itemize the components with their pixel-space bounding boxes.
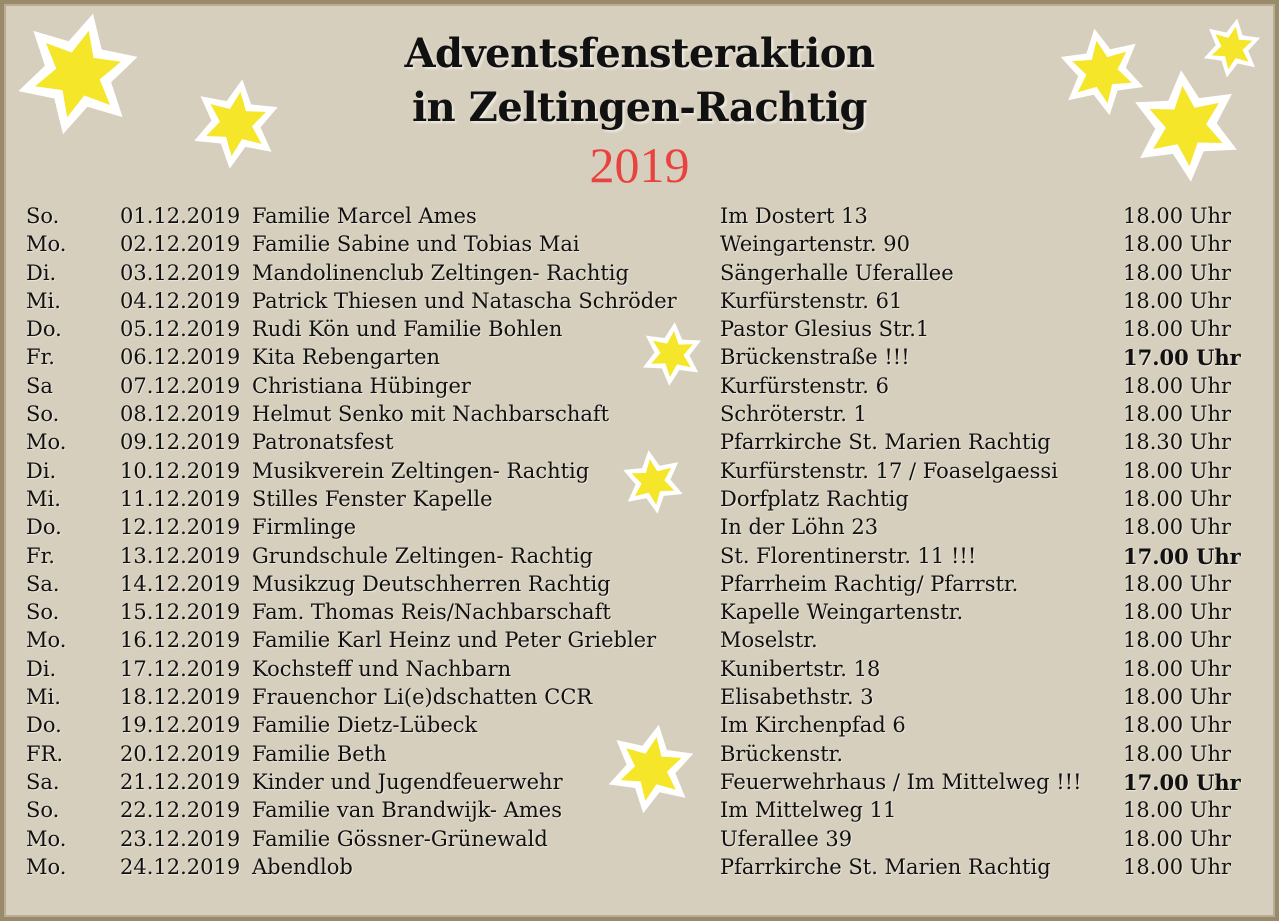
date-cell: 06.12.2019 bbox=[120, 345, 241, 370]
schedule-row bbox=[6, 770, 1273, 798]
time-cell: 18.00 Uhr bbox=[1123, 373, 1232, 398]
time-cell: 18.00 Uhr bbox=[1123, 458, 1232, 483]
schedule-row bbox=[6, 402, 1273, 430]
address-cell: Brückenstr. bbox=[720, 741, 844, 766]
date-cell: 18.12.2019 bbox=[120, 685, 241, 710]
schedule-row bbox=[6, 515, 1273, 543]
time-cell: 17.00 Uhr bbox=[1123, 543, 1241, 569]
host-cell: Stilles Fenster Kapelle bbox=[252, 486, 493, 511]
host-cell: Mandolinenclub Zeltingen- Rachtig bbox=[252, 260, 629, 285]
day-cell: Fr. bbox=[26, 345, 55, 370]
day-cell: Fr. bbox=[26, 543, 55, 568]
schedule-row bbox=[6, 459, 1273, 487]
schedule-row bbox=[6, 289, 1273, 317]
date-cell: 19.12.2019 bbox=[120, 713, 241, 738]
host-cell: Kochsteff und Nachbarn bbox=[252, 656, 512, 681]
day-cell: Mi. bbox=[26, 288, 61, 313]
date-cell: 08.12.2019 bbox=[120, 402, 241, 427]
host-cell: Firmlinge bbox=[252, 515, 357, 540]
address-cell: St. Florentinerstr. 11 !!! bbox=[720, 543, 977, 568]
schedule-row bbox=[6, 544, 1273, 572]
address-cell: In der Löhn 23 bbox=[720, 515, 879, 540]
date-cell: 23.12.2019 bbox=[120, 826, 241, 851]
address-cell: Kurfürstenstr. 17 / Foaselgaessi bbox=[720, 458, 1058, 483]
title-line-1: Adventsfensteraktion bbox=[404, 30, 875, 77]
schedule-row bbox=[6, 204, 1273, 232]
schedule-row bbox=[6, 827, 1273, 855]
date-cell: 14.12.2019 bbox=[120, 571, 241, 596]
host-cell: Kita Rebengarten bbox=[252, 345, 441, 370]
day-cell: Mo. bbox=[26, 854, 67, 879]
host-cell: Patronatsfest bbox=[252, 430, 394, 455]
day-cell: Sa. bbox=[26, 769, 60, 794]
date-cell: 12.12.2019 bbox=[120, 515, 241, 540]
host-cell: Familie Marcel Ames bbox=[252, 204, 477, 228]
host-cell: Patrick Thiesen und Natascha Schröder bbox=[252, 288, 677, 313]
host-cell: Helmut Senko mit Nachbarschaft bbox=[252, 402, 610, 427]
schedule-table bbox=[6, 204, 1273, 883]
schedule-row bbox=[6, 685, 1273, 713]
schedule-row bbox=[6, 713, 1273, 741]
schedule-row bbox=[6, 261, 1273, 289]
address-cell: Sängerhalle Uferallee bbox=[720, 260, 954, 285]
schedule-row bbox=[6, 572, 1273, 600]
time-cell: 18.00 Uhr bbox=[1123, 826, 1232, 851]
date-cell: 22.12.2019 bbox=[120, 798, 241, 823]
time-cell: 17.00 Uhr bbox=[1123, 769, 1241, 795]
time-cell: 18.00 Uhr bbox=[1123, 260, 1232, 285]
schedule-row bbox=[6, 798, 1273, 826]
host-cell: Fam. Thomas Reis/Nachbarschaft bbox=[252, 600, 611, 625]
day-cell: Sa. bbox=[26, 571, 60, 596]
day-cell: Do. bbox=[26, 317, 62, 342]
time-cell: 18.00 Uhr bbox=[1123, 741, 1232, 766]
day-cell: Mo. bbox=[26, 826, 67, 851]
schedule-row bbox=[6, 628, 1273, 656]
address-cell: Im Dostert 13 bbox=[720, 204, 868, 228]
time-cell: 18.00 Uhr bbox=[1123, 402, 1232, 427]
date-cell: 13.12.2019 bbox=[120, 543, 241, 568]
day-cell: So. bbox=[26, 798, 60, 823]
host-cell: Frauenchor Li(e)dschatten CCR bbox=[252, 685, 593, 710]
schedule-row bbox=[6, 600, 1273, 628]
time-cell: 18.00 Uhr bbox=[1123, 515, 1232, 540]
day-cell: Mo. bbox=[26, 232, 67, 257]
date-cell: 01.12.2019 bbox=[120, 204, 241, 228]
host-cell: Christiana Hübinger bbox=[252, 373, 471, 398]
schedule-row bbox=[6, 742, 1273, 770]
day-cell: So. bbox=[26, 204, 60, 228]
address-cell: Im Kirchenpfad 6 bbox=[720, 713, 906, 738]
schedule-row bbox=[6, 232, 1273, 260]
schedule-row bbox=[6, 317, 1273, 345]
day-cell: FR. bbox=[26, 741, 64, 766]
year: 2019 bbox=[589, 137, 690, 193]
time-cell: 18.00 Uhr bbox=[1123, 571, 1232, 596]
date-cell: 03.12.2019 bbox=[120, 260, 241, 285]
host-cell: Familie Beth bbox=[252, 741, 387, 766]
host-cell: Familie Karl Heinz und Peter Griebler bbox=[252, 628, 657, 653]
date-cell: 24.12.2019 bbox=[120, 854, 241, 879]
day-cell: So. bbox=[26, 600, 60, 625]
host-cell: Familie Sabine und Tobias Mai bbox=[252, 232, 580, 257]
time-cell: 17.00 Uhr bbox=[1123, 345, 1241, 371]
schedule-row bbox=[6, 657, 1273, 685]
day-cell: So. bbox=[26, 402, 60, 427]
time-cell: 18.00 Uhr bbox=[1123, 713, 1232, 738]
date-cell: 21.12.2019 bbox=[120, 769, 241, 794]
host-cell: Familie Dietz-Lübeck bbox=[252, 713, 478, 738]
address-cell: Pfarrkirche St. Marien Rachtig bbox=[720, 854, 1051, 879]
schedule-row bbox=[6, 855, 1273, 883]
day-cell: Mi. bbox=[26, 486, 61, 511]
address-cell: Kurfürstenstr. 6 bbox=[720, 373, 889, 398]
address-cell: Feuerwehrhaus / Im Mittelweg !!! bbox=[720, 769, 1082, 794]
time-cell: 18.00 Uhr bbox=[1123, 204, 1232, 228]
time-cell: 18.30 Uhr bbox=[1123, 430, 1232, 455]
schedule-row bbox=[6, 374, 1273, 402]
time-cell: 18.00 Uhr bbox=[1123, 854, 1232, 879]
day-cell: Di. bbox=[26, 260, 57, 285]
date-cell: 15.12.2019 bbox=[120, 600, 241, 625]
time-cell: 18.00 Uhr bbox=[1123, 600, 1232, 625]
address-cell: Moselstr. bbox=[720, 628, 818, 653]
date-cell: 10.12.2019 bbox=[120, 458, 241, 483]
date-cell: 04.12.2019 bbox=[120, 288, 241, 313]
address-cell: Dorfplatz Rachtig bbox=[720, 486, 909, 511]
day-cell: Do. bbox=[26, 515, 62, 540]
time-cell: 18.00 Uhr bbox=[1123, 628, 1232, 653]
date-cell: 11.12.2019 bbox=[120, 486, 241, 511]
time-cell: 18.00 Uhr bbox=[1123, 798, 1232, 823]
day-cell: Mo. bbox=[26, 628, 67, 653]
schedule-row bbox=[6, 345, 1273, 373]
day-cell: Mi. bbox=[26, 685, 61, 710]
host-cell: Kinder und Jugendfeuerwehr bbox=[252, 769, 563, 794]
address-cell: Pfarrkirche St. Marien Rachtig bbox=[720, 430, 1051, 455]
poster bbox=[4, 4, 1275, 917]
date-cell: 20.12.2019 bbox=[120, 741, 241, 766]
host-cell: Familie Gössner-Grünewald bbox=[252, 826, 548, 851]
address-cell: Schröterstr. 1 bbox=[720, 402, 867, 427]
date-cell: 16.12.2019 bbox=[120, 628, 241, 653]
host-cell: Rudi Kön und Familie Bohlen bbox=[252, 317, 563, 342]
day-cell: Di. bbox=[26, 458, 57, 483]
schedule-row bbox=[6, 430, 1273, 458]
host-cell: Familie van Brandwijk- Ames bbox=[252, 798, 562, 823]
host-cell: Musikverein Zeltingen- Rachtig bbox=[252, 458, 590, 483]
address-cell: Brückenstraße !!! bbox=[720, 345, 910, 370]
address-cell: Weingartenstr. 90 bbox=[720, 232, 910, 257]
address-cell: Elisabethstr. 3 bbox=[720, 685, 874, 710]
address-cell: Uferallee 39 bbox=[720, 826, 853, 851]
date-cell: 17.12.2019 bbox=[120, 656, 241, 681]
time-cell: 18.00 Uhr bbox=[1123, 685, 1232, 710]
date-cell: 09.12.2019 bbox=[120, 430, 241, 455]
host-cell: Grundschule Zeltingen- Rachtig bbox=[252, 543, 593, 568]
day-cell: Di. bbox=[26, 656, 57, 681]
title-line-2: in Zeltingen-Rachtig bbox=[411, 84, 868, 131]
date-cell: 07.12.2019 bbox=[120, 373, 241, 398]
time-cell: 18.00 Uhr bbox=[1123, 656, 1232, 681]
time-cell: 18.00 Uhr bbox=[1123, 486, 1232, 511]
address-cell: Kurfürstenstr. 61 bbox=[720, 288, 903, 313]
address-cell: Kunibertstr. 18 bbox=[720, 656, 881, 681]
host-cell: Abendlob bbox=[252, 854, 353, 879]
address-cell: Pastor Glesius Str.1 bbox=[720, 317, 930, 342]
time-cell: 18.00 Uhr bbox=[1123, 317, 1232, 342]
time-cell: 18.00 Uhr bbox=[1123, 288, 1232, 313]
date-cell: 02.12.2019 bbox=[120, 232, 241, 257]
address-cell: Im Mittelweg 11 bbox=[720, 798, 897, 823]
address-cell: Pfarrheim Rachtig/ Pfarrstr. bbox=[720, 571, 1019, 596]
address-cell: Kapelle Weingartenstr. bbox=[720, 600, 964, 625]
schedule-row bbox=[6, 487, 1273, 515]
day-cell: Mo. bbox=[26, 430, 67, 455]
time-cell: 18.00 Uhr bbox=[1123, 232, 1232, 257]
day-cell: Do. bbox=[26, 713, 62, 738]
date-cell: 05.12.2019 bbox=[120, 317, 241, 342]
day-cell: Sa bbox=[26, 373, 53, 398]
host-cell: Musikzug Deutschherren Rachtig bbox=[252, 571, 611, 596]
